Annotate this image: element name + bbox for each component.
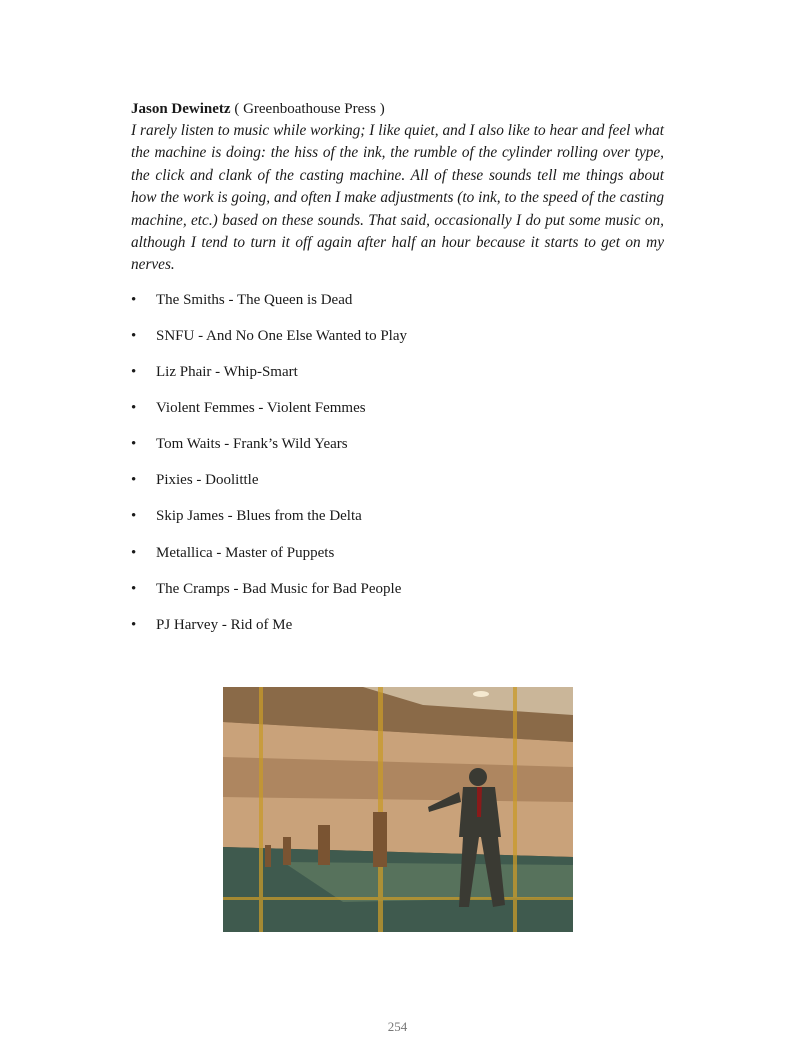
bullet-icon: • bbox=[131, 580, 137, 597]
page-number: 254 bbox=[387, 1019, 408, 1034]
bullet-icon: • bbox=[131, 364, 137, 381]
album-list-item bbox=[131, 397, 664, 433]
bullet-icon: • bbox=[131, 400, 137, 417]
album-list-item bbox=[131, 289, 664, 325]
document-body bbox=[131, 98, 664, 650]
album-list-item bbox=[131, 361, 664, 397]
album-title: The Smiths - The Queen is Dead bbox=[156, 291, 353, 308]
author-affiliation: ( Greenboathouse Press ) bbox=[234, 101, 385, 117]
album-list bbox=[131, 289, 664, 650]
photo-ceiling-lamp bbox=[473, 691, 489, 697]
album-list-item bbox=[131, 578, 664, 614]
album-list-item bbox=[131, 469, 664, 505]
bullet-icon: • bbox=[131, 327, 137, 344]
bullet-icon: • bbox=[131, 616, 137, 633]
entry-heading bbox=[131, 98, 664, 120]
bullet-icon: • bbox=[131, 436, 137, 453]
album-title: PJ Harvey - Rid of Me bbox=[156, 616, 293, 633]
album-title: Tom Waits - Frank’s Wild Years bbox=[156, 436, 348, 453]
album-title: SNFU - And No One Else Wanted to Play bbox=[156, 327, 408, 344]
album-list-item bbox=[131, 325, 664, 361]
bullet-icon: • bbox=[131, 544, 137, 561]
bullet-icon: • bbox=[131, 291, 137, 308]
album-list-item bbox=[131, 614, 664, 650]
album-title: Pixies - Doolittle bbox=[156, 472, 259, 489]
album-list-item bbox=[131, 433, 664, 469]
photo-illustration bbox=[223, 687, 573, 932]
bullet-icon: • bbox=[131, 472, 137, 489]
entry-paragraph: I rarely listen to music while working; I like quiet, and I also like to hear and feel what the machine is doing: the hiss of the ink, the rumble of the cylinder rolling over type, the click and clank of the casting machine. All of these sounds tell me things about how the work is going, and often I make adjustments (to ink, to the speed of the casting machine, etc.) based on these sounds. That said, occasionally I do put some music on, although I tend to turn it off again after half an hour because it starts to get on my nerves. bbox=[131, 122, 664, 274]
album-title: The Cramps - Bad Music for Bad People bbox=[156, 580, 402, 597]
album-title: Violent Femmes - Violent Femmes bbox=[156, 400, 366, 417]
hallway-photo bbox=[223, 687, 573, 932]
album-title: Liz Phair - Whip-Smart bbox=[156, 364, 298, 381]
album-list-item bbox=[131, 505, 664, 541]
author-name: Jason Dewinetz bbox=[131, 101, 231, 117]
album-title: Skip James - Blues from the Delta bbox=[156, 508, 362, 525]
album-title: Metallica - Master of Puppets bbox=[156, 544, 335, 561]
album-list-item bbox=[131, 542, 664, 578]
bullet-icon: • bbox=[131, 508, 137, 525]
